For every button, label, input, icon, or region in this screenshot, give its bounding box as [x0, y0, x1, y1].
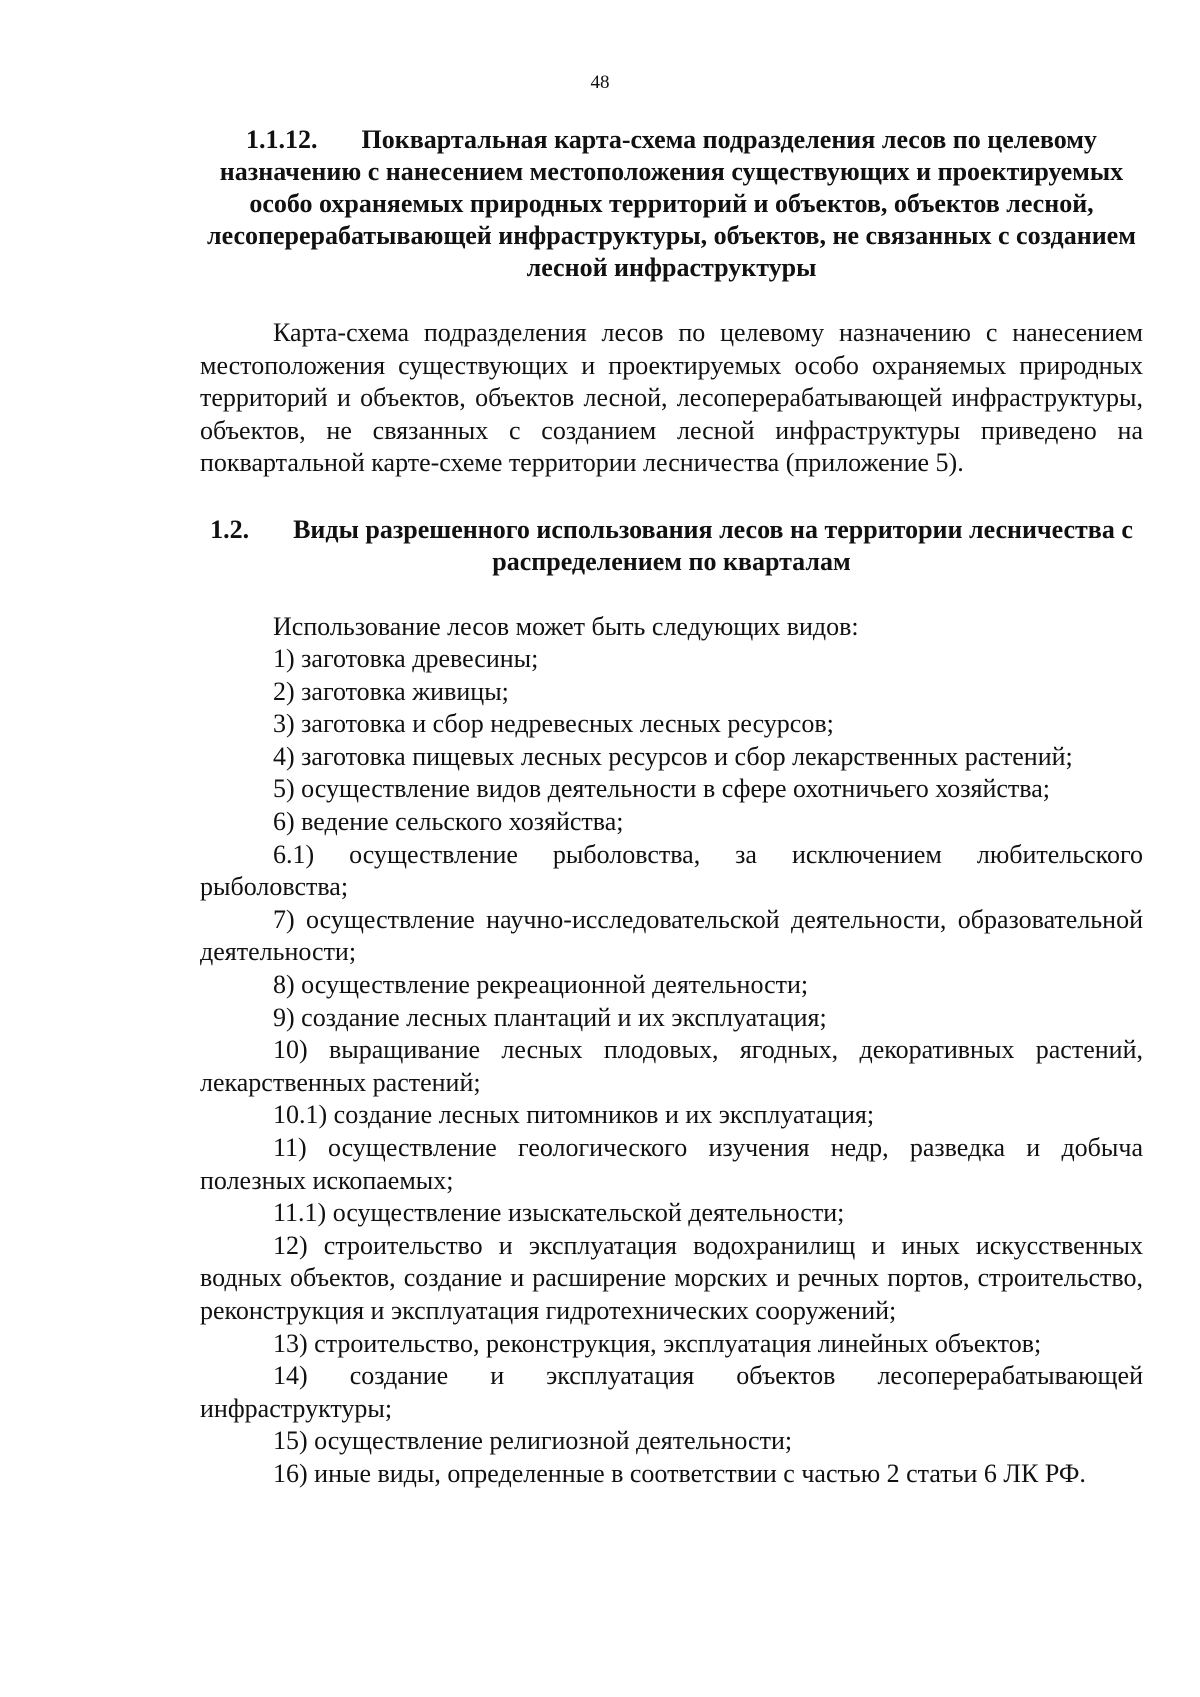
section-heading-1-2: [200, 514, 1143, 578]
list-item: 7) осуществление научно-исследовательской деятельности, образовательной деятельности;: [200, 904, 1143, 967]
list-item: 11.1) осуществление изыскательской деятельности;: [273, 1198, 845, 1228]
section-heading-1-1-12: [200, 124, 1143, 284]
list-item: 11) осуществление геологического изучения недр, разведка и добыча полезных ископаемых;: [200, 1133, 1143, 1195]
list-item: 3) заготовка и сбор недревесных лесных ресурсов;: [273, 709, 834, 739]
list-intro: Использование лесов может быть следующих видов:: [273, 611, 859, 641]
list-item: 10.1) создание лесных питомников и их эксплуатация;: [273, 1100, 875, 1130]
list-item: 5) осуществление видов деятельности в сфере охотничьего хозяйства;: [273, 774, 1050, 804]
list-item: 15) осуществление религиозной деятельности;: [273, 1426, 793, 1456]
list-item: 1) заготовка древесины;: [273, 644, 539, 674]
list-item: 16) иные виды, определенные в соответствии с частью 2 статьи 6 ЛК РФ.: [273, 1458, 1086, 1488]
list-item: 9) создание лесных плантаций и их эксплуатация;: [273, 1002, 827, 1032]
page-content: [200, 124, 1143, 1491]
list-item: 2) заготовка живицы;: [273, 676, 509, 706]
list-item: 12) строительство и эксплуатация водохранилищ и иных искусственных водных объектов, создание и расширение морских и речных портов, строительство, реконструкция и эксплуатация гидротехнических сооружений;: [200, 1230, 1143, 1325]
section-body-paragraph: Карта-схема подразделения лесов по целевому назначению с нанесением местоположения существующих и проектируемых особо охраняемых природных территорий и объектов, объектов лесной, лесоперерабатывающей инфраструктуры, объектов, не связанных с созданием лесной инфраструктуры приведено на поквартальной карте-схеме территории лесничества (приложение 5).: [200, 318, 1143, 477]
list-item: 10) выращивание лесных плодовых, ягодных, декоративных растений, лекарственных растений;: [200, 1035, 1143, 1097]
section-title: Виды разрешенного использования лесов на территории лесничества с распределением по кварталам: [293, 514, 1133, 576]
list-item: 6) ведение сельского хозяйства;: [273, 807, 624, 837]
section-number: 1.2.: [210, 514, 250, 544]
section-number: 1.1.12.: [246, 125, 318, 154]
list-item: 8) осуществление рекреационной деятельности;: [273, 970, 809, 1000]
page-number: 48: [590, 72, 610, 93]
section-title: Поквартальная карта-схема подразделения лесов по целевому назначению с нанесением местоположения существующих и проектируемых особо охраняемых природных территорий и объектов, объектов лесной, лесоперерабатывающей инфраструктуры, объектов, не связанных с созданием лесной инфраструктуры: [207, 125, 1136, 282]
list-item: 6.1) осуществление рыболовства, за исключением любительского рыболовства;: [200, 839, 1143, 902]
usage-types-list: [200, 611, 1143, 1491]
list-item: 13) строительство, реконструкция, эксплуатация линейных объектов;: [273, 1328, 1042, 1358]
list-item: 4) заготовка пищевых лесных ресурсов и сбор лекарственных растений;: [273, 741, 1073, 771]
list-item: 14) создание и эксплуатация объектов лесоперерабатывающей инфраструктуры;: [200, 1361, 1143, 1423]
